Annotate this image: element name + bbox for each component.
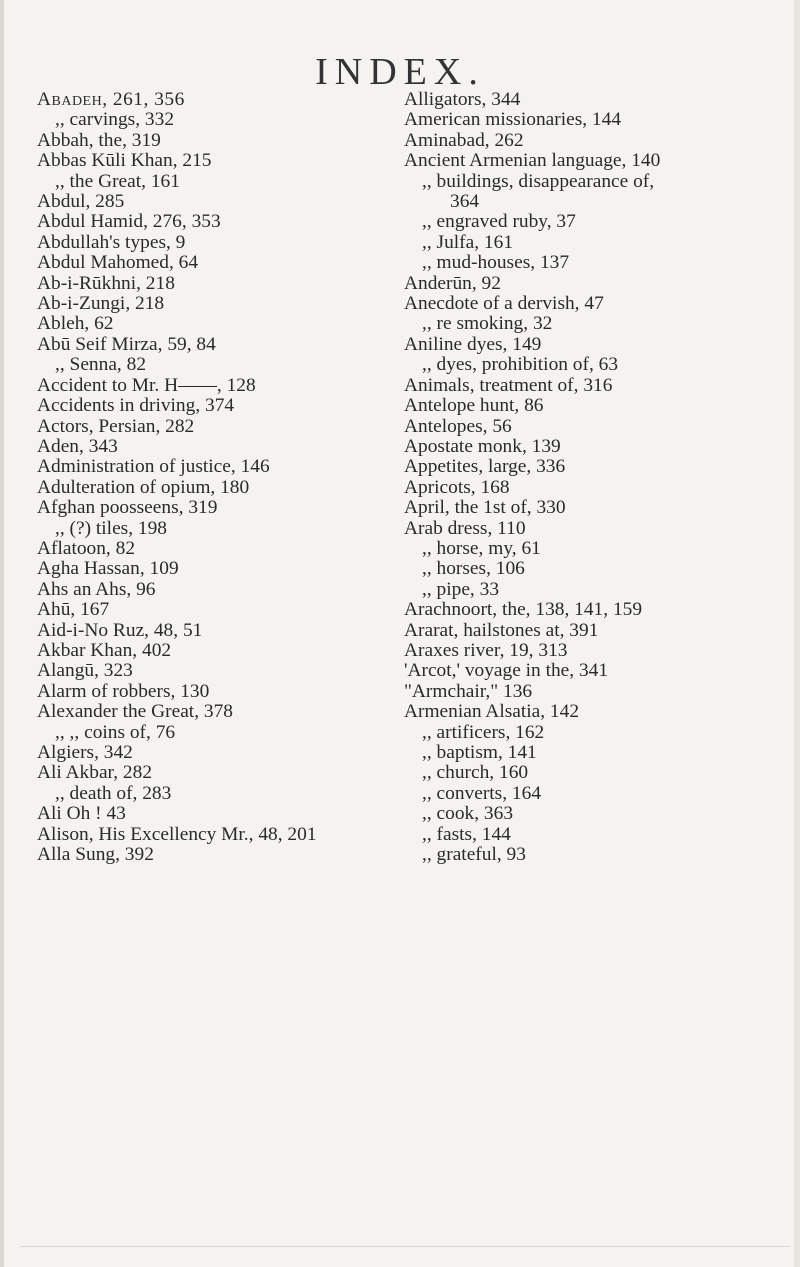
index-entry: Abadeh, 261, 356 (37, 89, 185, 110)
index-entry: ,, Julfa, 161 (422, 231, 514, 253)
index-entry: ,, baptism, 141 (422, 742, 537, 763)
index-entry: ,, ,, coins of, 76 (55, 721, 176, 743)
index-entry: Ab-i-Zungi, 218 (37, 293, 165, 315)
index-entry: Agha Hassan, 109 (37, 558, 179, 580)
index-entry: ,, carvings, 332 (55, 109, 175, 131)
index-entry: Alison, His Excellency Mr., 48, 201 (37, 823, 317, 845)
index-entry: ,, re smoking, 32 (422, 313, 553, 335)
index-entry: April, the 1st of, 330 (404, 497, 566, 519)
index-entry: Armenian Alsatia, 142 (404, 701, 580, 723)
page-bottom-line (20, 1246, 790, 1247)
index-entry: Arab dress, 110 (404, 517, 526, 539)
index-entry: ,, Senna, 82 (55, 354, 147, 376)
index-entry: Ancient Armenian language, 140 (404, 150, 661, 172)
index-entry: Aflatoon, 82 (37, 537, 136, 559)
index-entry: Appetites, large, 336 (404, 456, 566, 478)
index-entry: Antelope hunt, 86 (404, 395, 544, 417)
index-entry: ,, cook, 363 (422, 803, 514, 825)
index-entry: Alangū, 323 (37, 660, 133, 682)
index-entry: Alexander the Great, 378 (37, 701, 233, 723)
index-entry: Abdul Mahomed, 64 (37, 252, 199, 274)
index-entry: Abdullah's types, 9 (37, 231, 186, 253)
index-entry: ,, dyes, prohibition of, 63 (422, 354, 619, 376)
index-entry: Abbah, the, 319 (37, 129, 161, 151)
index-entry: "Armchair," 136 (404, 680, 533, 702)
index-entry: ,, horse, my, 61 (422, 537, 541, 559)
index-entry: ,, fasts, 144 (422, 823, 511, 845)
index-entry: Aminabad, 262 (404, 129, 524, 151)
index-entry: ,, mud-houses, 137 (422, 252, 570, 274)
page-edge-left (0, 0, 4, 1267)
index-entry: Antelopes, 56 (404, 415, 512, 437)
index-entry: Actors, Persian, 282 (37, 415, 195, 437)
index-entry: ,, buildings, disappearance of, (422, 170, 655, 192)
index-entry: ,, artificers, 162 (422, 721, 545, 743)
page-edge-right (794, 0, 800, 1267)
index-entry: Ali Oh ! 43 (37, 803, 126, 825)
index-entry: Abū Seif Mirza, 59, 84 (37, 333, 216, 355)
index-entry: Ararat, hailstones at, 391 (404, 619, 599, 641)
index-entry: Ab-i-Rūkhni, 218 (37, 272, 175, 294)
index-entry: ,, engraved ruby, 37 (422, 211, 576, 233)
index-entry: Ahs an Ahs, 96 (37, 578, 156, 600)
index-entry: Ableh, 62 (37, 313, 114, 335)
index-entry: ,, grateful, 93 (422, 844, 526, 866)
index-entry: Abdul Hamid, 276, 353 (37, 211, 221, 233)
index-entry: Alligators, 344 (404, 89, 521, 110)
index-entry: Ali Akbar, 282 (37, 762, 153, 784)
index-entry: Aniline dyes, 149 (404, 333, 542, 355)
index-entry: ,, converts, 164 (422, 782, 542, 804)
index-entry: 'Arcot,' voyage in the, 341 (404, 660, 609, 682)
index-entry: ,, the Great, 161 (55, 170, 180, 192)
index-entry: Aid-i-No Ruz, 48, 51 (37, 619, 203, 641)
index-entry: Akbar Khan, 402 (37, 639, 172, 661)
index-entry: ,, (?) tiles, 198 (55, 517, 168, 539)
index-entry: Alarm of robbers, 130 (37, 680, 210, 702)
index-entry: Arachnoort, the, 138, 141, 159 (404, 599, 643, 621)
index-column-left (37, 90, 387, 865)
index-entry: Adulteration of opium, 180 (37, 476, 250, 498)
index-entry: Animals, treatment of, 316 (404, 374, 613, 396)
index-entry: ,, horses, 106 (422, 558, 525, 580)
index-column-right (404, 90, 794, 865)
index-entry: Alla Sung, 392 (37, 844, 154, 866)
index-entry: ,, death of, 283 (55, 782, 172, 804)
index-entry: Abdul, 285 (37, 191, 125, 213)
index-entry: Ahū, 167 (37, 599, 110, 621)
index-entry: Anderūn, 92 (404, 272, 501, 294)
index-entry: Accidents in driving, 374 (37, 395, 235, 417)
index-entry: American missionaries, 144 (404, 109, 622, 131)
index-entry: Afghan poosseens, 319 (37, 497, 218, 519)
index-entry: Apostate monk, 139 (404, 435, 561, 457)
index-entry: Anecdote of a dervish, 47 (404, 293, 604, 315)
index-entry: Aden, 343 (37, 435, 118, 457)
index-entry: Araxes river, 19, 313 (404, 639, 568, 661)
index-entry: Administration of justice, 146 (37, 456, 270, 478)
index-entry: Algiers, 342 (37, 742, 133, 763)
index-entry: ,, pipe, 33 (422, 578, 500, 600)
index-entry: Apricots, 168 (404, 476, 510, 498)
index-entry: Abbas Kūli Khan, 215 (37, 150, 212, 172)
page-title: INDEX. (315, 51, 485, 93)
index-entry-continued: 364 (450, 191, 480, 213)
index-entry: ,, church, 160 (422, 762, 529, 784)
index-entry: Accident to Mr. H——, 128 (37, 374, 256, 396)
